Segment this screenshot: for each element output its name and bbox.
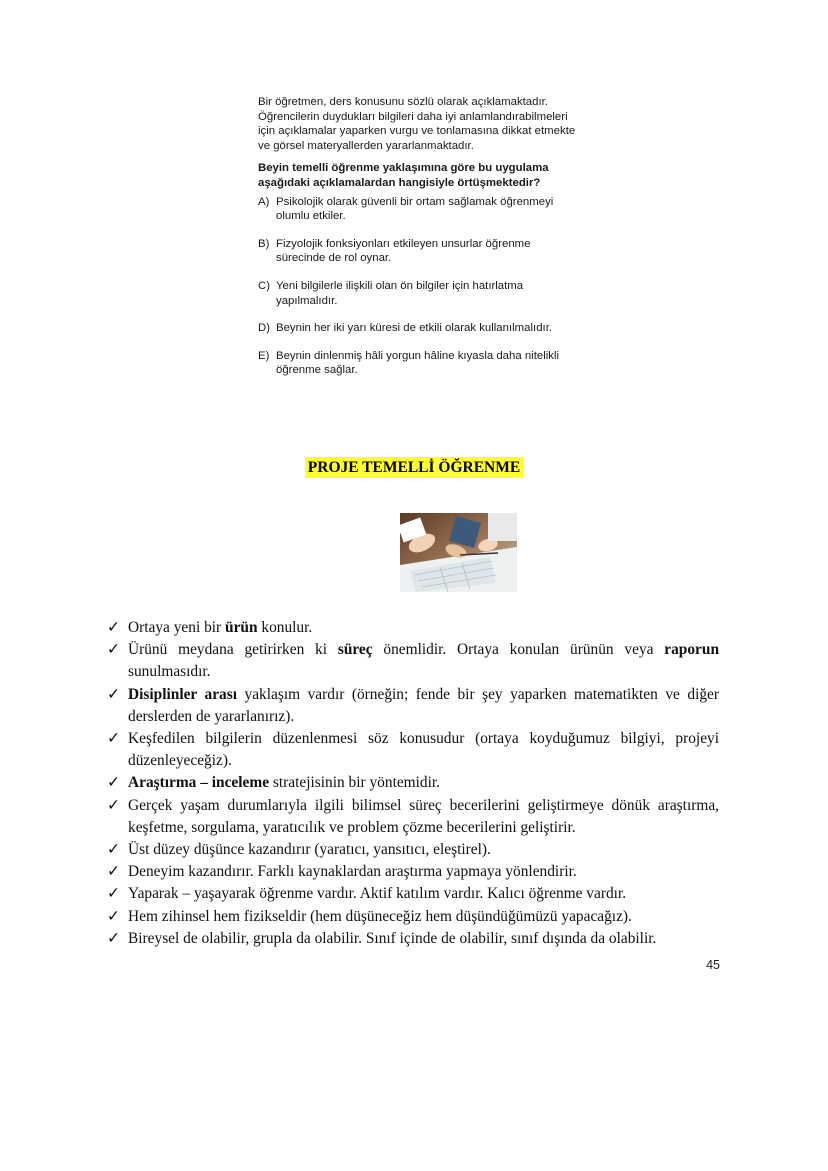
check-icon: ✓ [107,774,120,792]
project-team-photo [400,513,517,592]
question-stem: Bir öğretmen, ders konusunu sözlü olarak açıklamaktadır. Öğrencilerin duydukları bilgileri daha iyi anlamlandırabilmeleri için açıklamalar yaparken vurgu ve tonlamasına dikkat etmekte ve görsel materyallerden yararlanmaktadır. [258,96,576,152]
list-item: ✓ Yaparak – yaşayarak öğrenme vardır. Aktif katılım vardır. Kalıcı öğrenme vardır. [107,883,719,905]
option-b: B) Fizyolojik fonksiyonları etkileyen unsurlar öğrenme sürecinde de rol oynar. [258,237,531,265]
check-icon: ✓ [107,863,120,881]
section-title: PROJE TEMELLİ ÖĞRENME [0,459,828,477]
check-icon: ✓ [107,685,120,703]
list-item: ✓ Disiplinler arası yaklaşım vardır (örneğin; fende bir şey yaparken matematikten ve diğer derslerden de yararlanırız). [107,684,719,728]
list-item: ✓ Bireysel de olabilir, grupla da olabilir. Sınıf içinde de olabilir, sınıf dışında da olabilir. [107,928,719,950]
page-number: 45 [706,958,720,972]
bullet-list [107,617,719,950]
check-icon: ✓ [107,730,120,748]
list-item: ✓ Keşfedilen bilgilerin düzenlenmesi söz konusudur (ortaya koyduğumuz bilgiyi, projeyi düzenleyeceğiz). [107,728,719,772]
option-c: C) Yeni bilgilerle ilişkili olan ön bilgiler için hatırlatma yapılmalıdır. [258,279,524,307]
option-a: A) Psikolojik olarak güvenli bir ortam sağlamak öğrenmeyi olumlu etkiler. [258,195,554,223]
check-icon: ✓ [107,619,120,636]
list-item: ✓ Üst düzey düşünce kazandırır (yaratıcı, yansıtıcı, eleştirel). [107,839,719,861]
list-item: ✓ Ortaya yeni bir ürün konulur. [107,617,719,639]
list-item: ✓ Deneyim kazandırır. Farklı kaynaklardan araştırma yapmaya yönlendirir. [107,861,719,883]
list-item: ✓ Araştırma – inceleme stratejisinin bir yöntemidir. [107,772,719,794]
question-prompt: Beyin temelli öğrenme yaklaşımına göre bu uygulama aşağıdaki açıklamalardan hangisiyle örtüşmektedir? [258,162,549,189]
option-e: E) Beynin dinlenmiş hâli yorgun hâline kıyasla daha nitelikli öğrenme sağlar. [258,349,560,377]
check-icon: ✓ [107,841,120,859]
check-icon: ✓ [107,907,120,925]
list-item: ✓ Hem zihinsel hem fizikseldir (hem düşüneceğiz hem düşündüğümüzü yapacağız). [107,906,719,928]
check-icon: ✓ [107,641,120,659]
check-icon: ✓ [107,796,120,814]
check-icon: ✓ [107,885,120,903]
question-block [258,95,578,391]
option-d: D) Beynin her iki yarı küresi de etkili olarak kullanılmalıdır. [258,322,553,335]
list-item: ✓ Ürünü meydana getirirken ki süreç önemlidir. Ortaya konulan ürünün veya raporun sunulmasıdır. [107,639,719,683]
check-icon: ✓ [107,929,120,947]
list-item: ✓ Gerçek yaşam durumlarıyla ilgili bilimsel süreç becerilerini geliştirmeye dönük araştırma, keşfetme, sorgulama, yaratıcılık ve problem çözme becerilerini geliştirir. [107,795,719,839]
